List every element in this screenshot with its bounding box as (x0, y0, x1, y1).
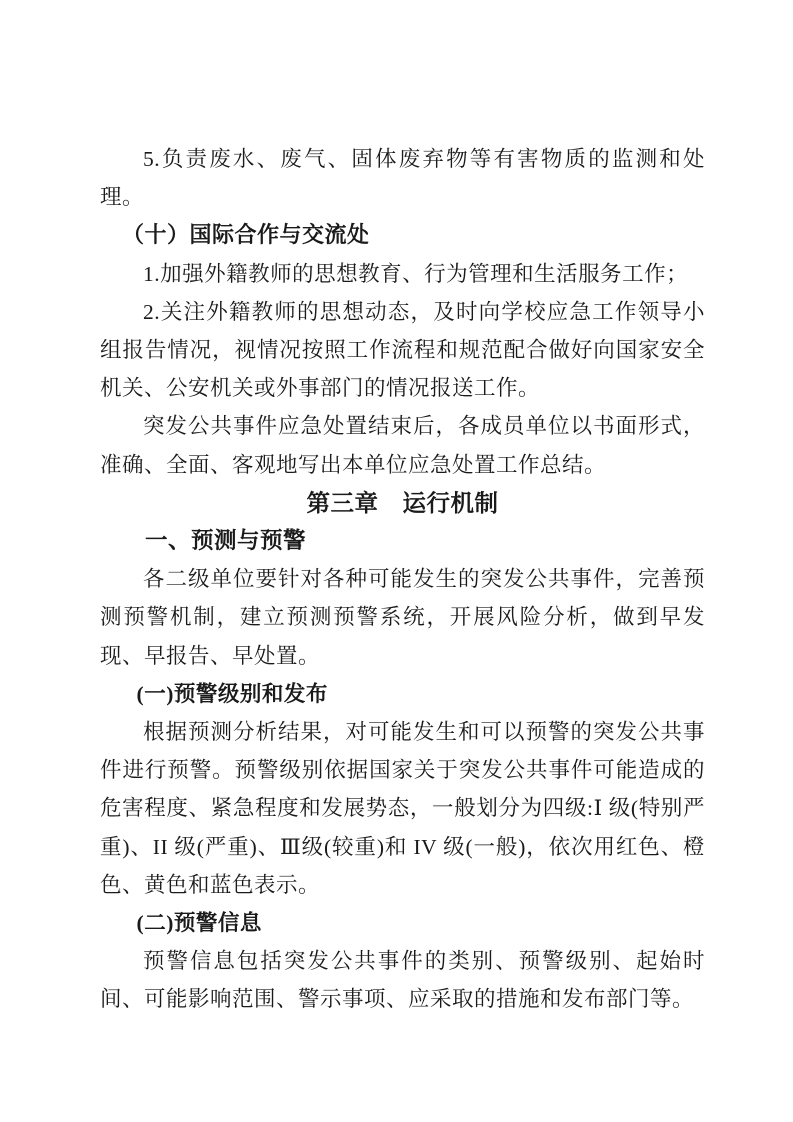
clause-heading-warning-levels: (一)预警级别和发布 (136, 681, 328, 706)
paragraph-intl-duty-2: 2.关注外籍教师的思想动态，及时向学校应急工作领导小组报告情况，视情况按照工作流程和规范配合做好向国家安全机关、公安机关或外事部门的情况报送工作。 (100, 299, 705, 401)
paragraph-forecast-intro: 各二级单位要针对各种可能发生的突发公共事件，完善预测预警机制，建立预测预警系统，开展风险分析，做到早发现、早报告、早处置。 (100, 567, 705, 668)
heading-dept-international: （十）国际合作与交流处 (122, 222, 370, 248)
paragraph-warning-info: 预警信息包括突发公共事件的类别、预警级别、起始时间、可能影响范围、警示事项、应采取的措施和发布部门等。 (100, 949, 705, 1012)
clause-heading-warning-info: (二)预警信息 (136, 911, 262, 936)
paragraph-duty-5: 5.负责废水、废气、固体废弃物等有害物质的监测和处理。 (100, 147, 705, 210)
paragraph-intl-duty-1: 1.加强外籍教师的思想教育、行为管理和生活服务工作； (143, 261, 689, 286)
paragraph-summary-report: 突发公共事件应急处置结束后，各成员单位以书面形式，准确、全面、客观地写出本单位应急处置工作总结。 (100, 414, 705, 477)
section-heading-forecast: 一、预测与预警 (145, 528, 307, 554)
chapter-heading: 第三章 运行机制 (306, 489, 499, 516)
document-body (100, 140, 705, 1019)
paragraph-warning-levels: 根据预测分析结果，对可能发生和可以预警的突发公共事件进行预警。预警级别依据国家关于突发公共事件可能造成的危害程度、紧急程度和发展势态，一般划分为四级:Ⅰ 级(特别严重)、II 级(严重)、Ⅲ级(较重)和 IV 级(一般)，依次用红色、橙色、黄色和蓝色表示。 (100, 720, 705, 897)
